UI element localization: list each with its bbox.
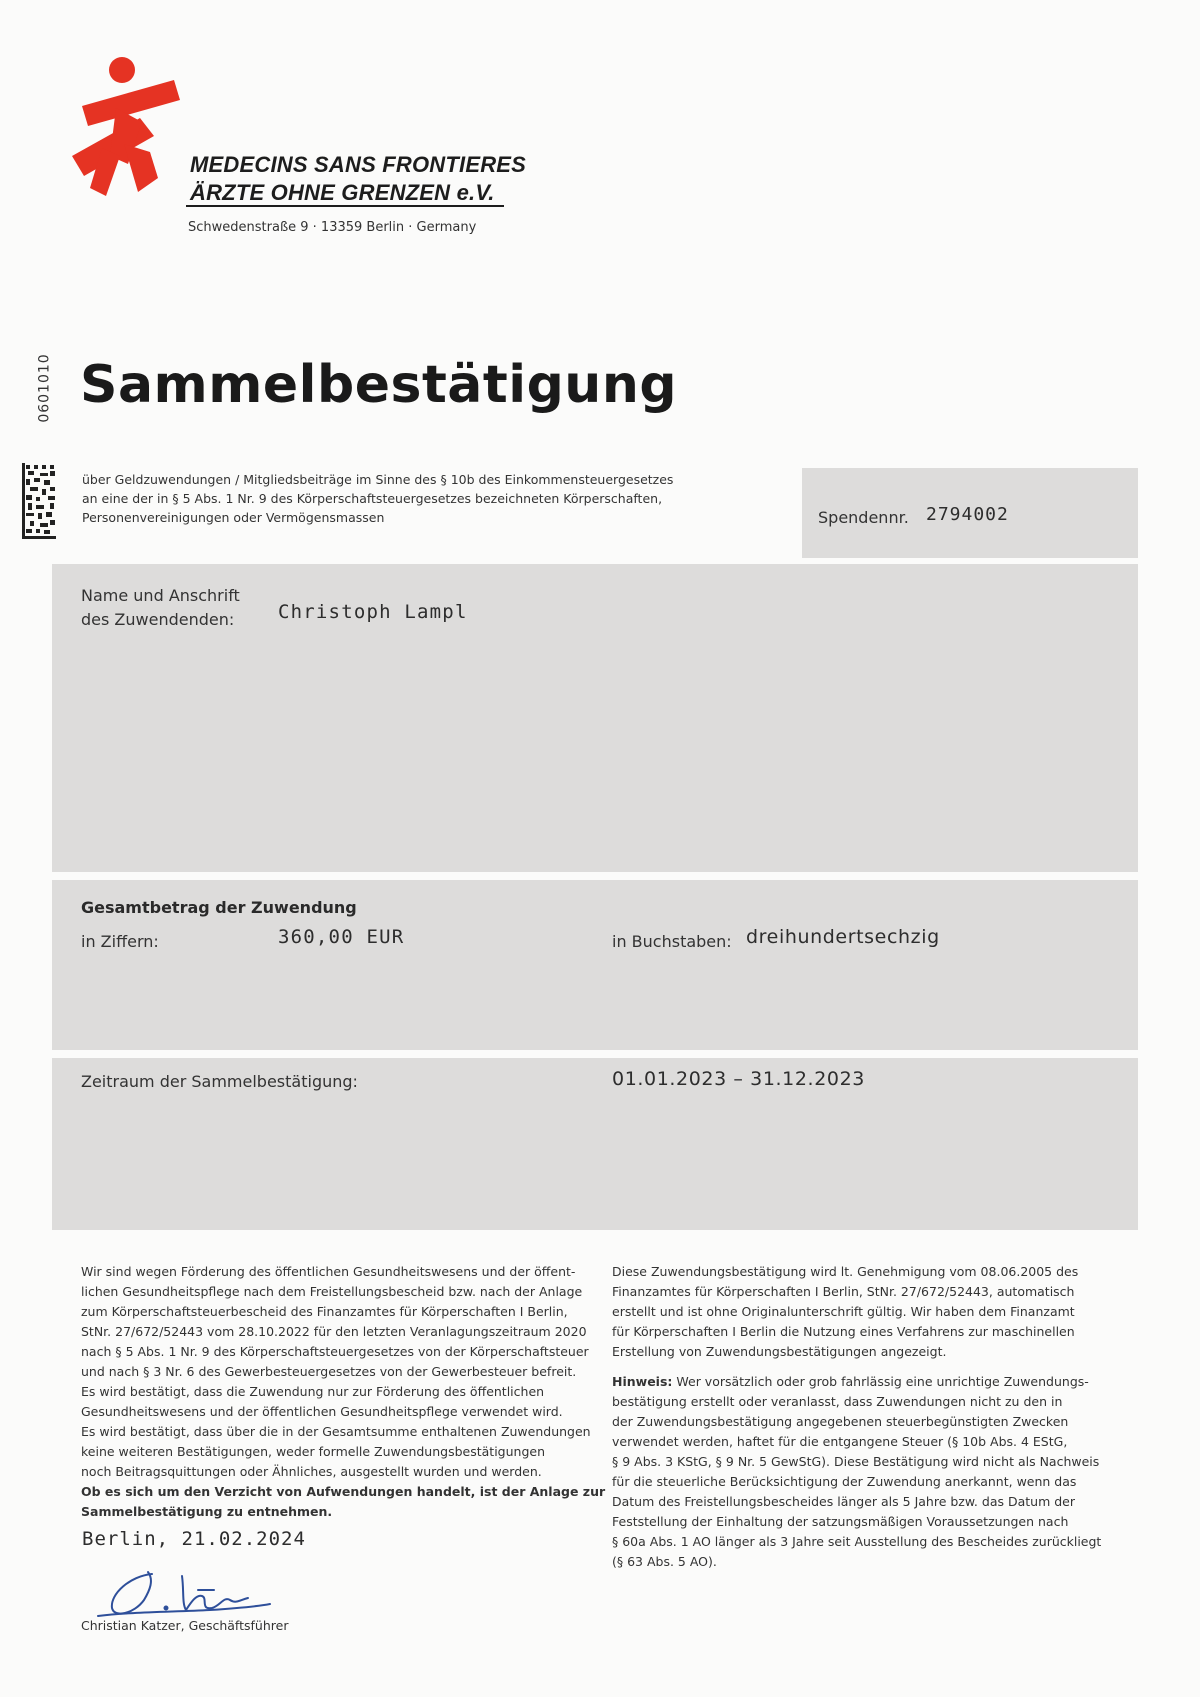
text-line: Erstellung von Zuwendungsbestätigungen angezeigt.: [612, 1344, 947, 1359]
text-line: erstellt und ist ohne Originalunterschrift gültig. Wir haben dem Finanzamt: [612, 1304, 1075, 1319]
donor-label-line1: Name und Anschrift: [81, 586, 240, 605]
hint-first-text: Wer vorsätzlich oder grob fahrlässig eine unrichtige Zuwendungs-: [672, 1374, 1089, 1389]
text-line: lichen Gesundheitspflege nach dem Freistellungsbescheid bzw. nach der Anlage: [81, 1284, 583, 1299]
text-line: verwendet werden, haftet für die entgangene Steuer (§ 10b Abs. 4 EStG,: [612, 1434, 1068, 1449]
hint-first-line: [612, 1372, 1152, 1392]
period-value: 01.01.2023 – 31.12.2023: [612, 1068, 865, 1090]
donation-number-value: 2794002: [926, 504, 1009, 525]
text-line: der Zuwendungsbestätigung angegebenen steuerbegünstigten Zwecken: [612, 1414, 1069, 1429]
subtitle-line: an eine der in § 5 Abs. 1 Nr. 9 des Körperschaftsteuergesetzes bezeichneten Körperschaften,: [82, 491, 663, 506]
text-line: noch Beitragsquittungen oder Ähnliches, ausgestellt wurden und werden.: [81, 1464, 542, 1479]
text-line: keine weiteren Bestätigungen, weder formelle Zuwendungsbestätigungen: [81, 1444, 546, 1459]
org-name-line2: ÄRZTE OHNE GRENZEN e.V.: [190, 180, 495, 205]
text-line: (§ 63 Abs. 5 AO).: [612, 1554, 717, 1569]
donor-label-line2: des Zuwendenden:: [81, 610, 235, 629]
text-line: Es wird bestätigt, dass die Zuwendung nur zur Förderung des öffentlichen: [81, 1384, 545, 1399]
text-line: Feststellung der Einhaltung der satzungsmäßigen Voraussetzungen nach: [612, 1514, 1069, 1529]
place-date: Berlin, 21.02.2024: [82, 1528, 306, 1550]
text-line: StNr. 27/672/52443 vom 28.10.2022 für den letzten Veranlagungszeitraum 2020: [81, 1324, 587, 1339]
text-line-bold: Ob es sich um den Verzicht von Aufwendungen handelt, ist der Anlage zur: [81, 1484, 606, 1499]
text-line: Es wird bestätigt, dass über die in der Gesamtsumme enthaltenen Zuwendungen: [81, 1424, 591, 1439]
text-line: § 60a Abs. 1 AO länger als 3 Jahre seit Ausstellung des Bescheides zurückliegt: [612, 1534, 1102, 1549]
org-address: Schwedenstraße 9 · 13359 Berlin · Germany: [188, 220, 477, 235]
msf-logo-icon: [62, 52, 182, 202]
amount-words-value: dreihundertsechzig: [746, 926, 940, 948]
signer-name: Christian Katzer, Geschäftsführer: [81, 1618, 289, 1633]
donation-number-label: Spendennr.: [818, 508, 909, 527]
text-line: Diese Zuwendungsbestätigung wird lt. Genehmigung vom 08.06.2005 des: [612, 1264, 1079, 1279]
legal-text-left: [81, 1262, 606, 1522]
text-line: und nach § 3 Nr. 6 des Gewerbesteuergesetzes von der Gewerbesteuer befreit.: [81, 1364, 577, 1379]
subtitle-line: Personenvereinigungen oder Vermögensmassen: [82, 510, 385, 525]
org-name-underline: [186, 205, 504, 207]
text-line: zum Körperschaftsteuerbescheid des Finanzamtes für Körperschaften I Berlin,: [81, 1304, 568, 1319]
amount-words-label: in Buchstaben:: [612, 932, 732, 951]
text-line: für Körperschaften I Berlin die Nutzung eines Verfahrens zur maschinellen: [612, 1324, 1075, 1339]
period-label: Zeitraum der Sammelbestätigung:: [81, 1072, 358, 1091]
text-line: für die steuerliche Berücksichtigung der Zuwendung anerkannt, wenn das: [612, 1474, 1077, 1489]
text-line: bestätigung erstellt oder veranlasst, dass Zuwendungen nicht zu den in: [612, 1394, 1063, 1409]
hint-label: Hinweis:: [612, 1374, 673, 1389]
amount-digits-value: 360,00 EUR: [278, 926, 405, 948]
subtitle-line: über Geldzuwendungen / Mitgliedsbeiträge im Sinne des § 10b des Einkommensteuergesetzes: [82, 472, 674, 487]
amount-heading: Gesamtbetrag der Zuwendung: [81, 898, 357, 917]
text-line: Gesundheitswesens und der öffentlichen Gesundheitspflege verwendet wird.: [81, 1404, 563, 1419]
org-name-line1: MEDECINS SANS FRONTIERES: [190, 152, 527, 177]
text-line: Datum des Freistellungsbescheides länger als 5 Jahre bzw. das Datum der: [612, 1494, 1075, 1509]
subtitle: [82, 470, 682, 527]
datamatrix-code-icon: [22, 463, 56, 539]
text-line: nach § 5 Abs. 1 Nr. 9 des Körperschaftsteuergesetzes von der Körperschaftsteuer: [81, 1344, 589, 1359]
text-line: Finanzamtes für Körperschaften I Berlin, StNr. 27/672/52443, automatisch: [612, 1284, 1075, 1299]
text-line: Wir sind wegen Förderung des öffentlichen Gesundheitswesens und der öffent-: [81, 1264, 576, 1279]
text-line-bold: Sammelbestätigung zu entnehmen.: [81, 1504, 333, 1519]
side-code: 0601010: [36, 353, 53, 423]
page-title: Sammelbestätigung: [80, 355, 678, 415]
text-line: § 9 Abs. 3 KStG, § 9 Nr. 5 GewStG). Diese Bestätigung wird nicht als Nachweis: [612, 1454, 1100, 1469]
amount-digits-label: in Ziffern:: [81, 932, 159, 951]
signature-icon: [90, 1556, 290, 1626]
legal-text-right: [612, 1262, 1152, 1572]
donor-name: Christoph Lampl: [278, 601, 468, 623]
